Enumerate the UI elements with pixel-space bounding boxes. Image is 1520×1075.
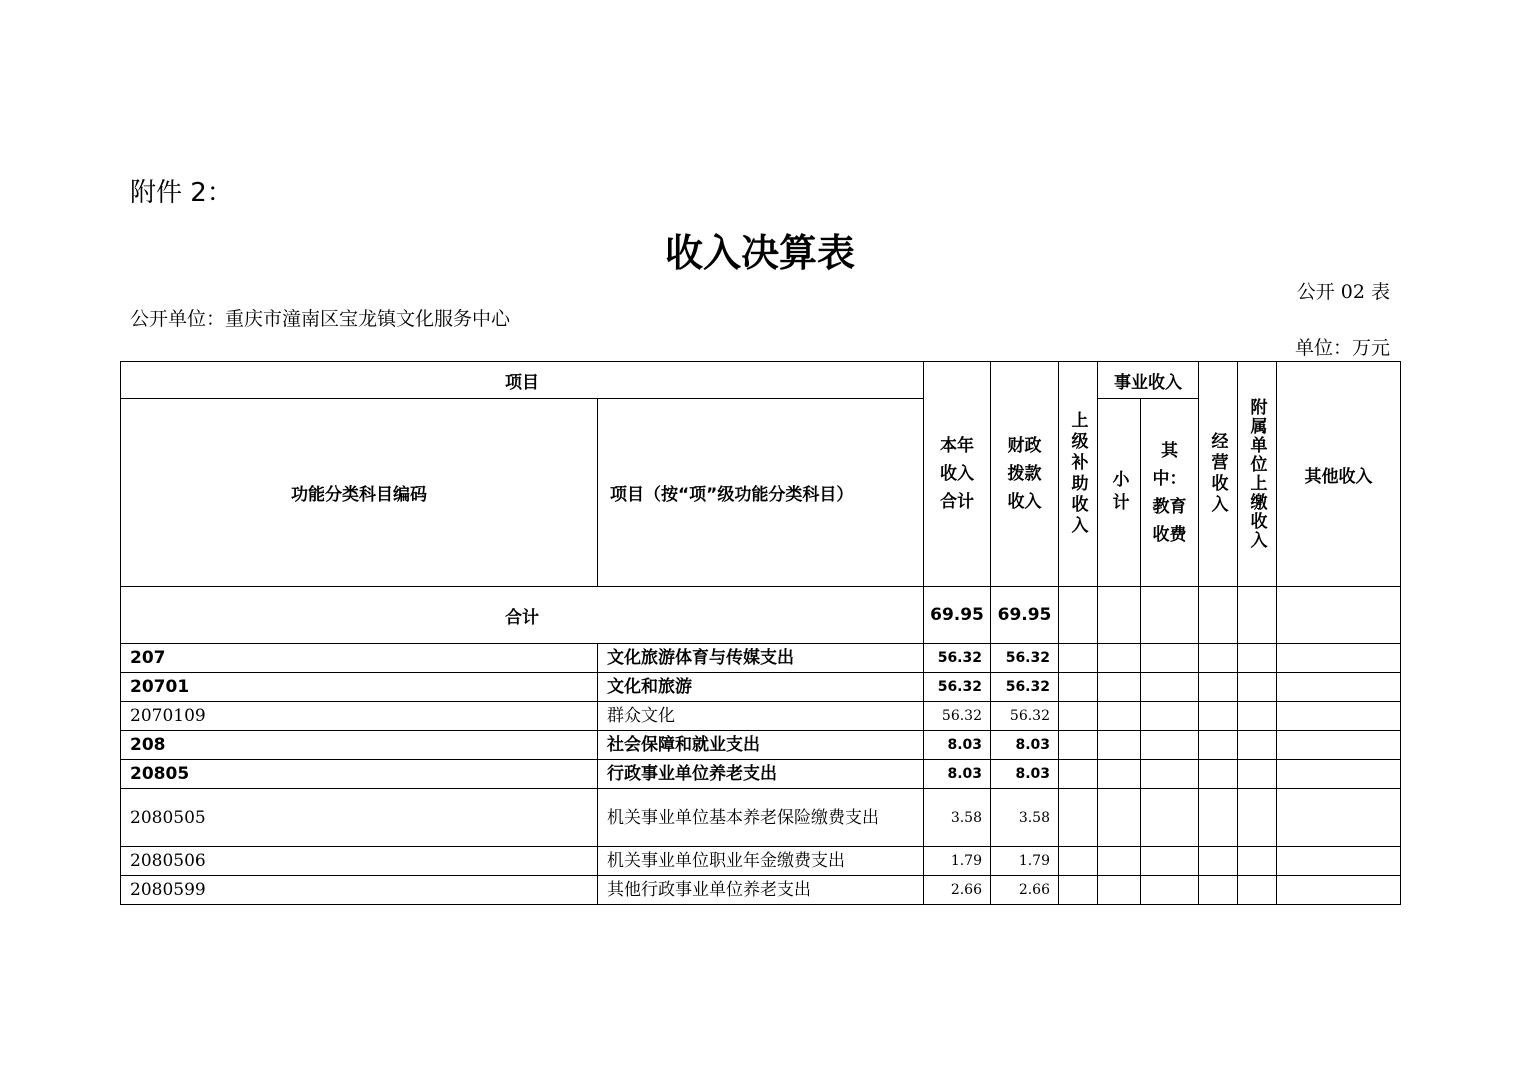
empty-cell [1141, 644, 1199, 673]
row-total-income: 8.03 [924, 760, 991, 789]
row-fiscal: 8.03 [991, 731, 1059, 760]
row-total-income: 56.32 [924, 702, 991, 731]
empty-cell [1059, 731, 1098, 760]
empty-cell [1098, 702, 1141, 731]
table-row [121, 644, 1401, 673]
empty-cell [1277, 760, 1401, 789]
table-row [121, 731, 1401, 760]
empty-cell [1098, 673, 1141, 702]
row-total-income: 3.58 [924, 789, 991, 847]
row-name: 机关事业单位职业年金缴费支出 [598, 847, 924, 876]
empty-cell [1141, 760, 1199, 789]
empty-cell [1277, 702, 1401, 731]
income-table [120, 361, 1401, 905]
header-code: 功能分类科目编码 [121, 399, 598, 587]
empty-cell [1059, 847, 1098, 876]
row-total-income: 1.79 [924, 847, 991, 876]
empty-cell [1059, 644, 1098, 673]
empty-cell [1141, 847, 1199, 876]
row-total-income: 8.03 [924, 731, 991, 760]
empty-cell [1238, 644, 1277, 673]
empty-cell [1238, 731, 1277, 760]
empty-cell [1199, 673, 1238, 702]
header-project-by-item: 项目（按“项”级功能分类科目） [598, 399, 924, 587]
form-number: 公开 02 表 [1296, 281, 1390, 303]
header-operating: 经营收入 [1199, 362, 1238, 587]
row-code: 2080506 [121, 847, 598, 876]
table-row [121, 876, 1401, 905]
row-fiscal: 2.66 [991, 876, 1059, 905]
reporting-unit: 公开单位：重庆市潼南区宝龙镇文化服务中心 [130, 308, 511, 330]
total-fiscal-value: 69.95 [991, 587, 1059, 644]
header-affiliated: 附属单位上缴收入 [1238, 362, 1277, 587]
header-fiscal: 财政拨款收入 [991, 362, 1059, 587]
row-code: 2080505 [121, 789, 598, 847]
table-row [121, 673, 1401, 702]
empty-cell [1141, 702, 1199, 731]
row-name: 文化和旅游 [598, 673, 924, 702]
row-name: 文化旅游体育与传媒支出 [598, 644, 924, 673]
header-project: 项目 [121, 362, 924, 399]
empty-cell [1277, 644, 1401, 673]
row-name: 其他行政事业单位养老支出 [598, 876, 924, 905]
empty-cell [1199, 760, 1238, 789]
empty-cell [1199, 731, 1238, 760]
total-income-value: 69.95 [924, 587, 991, 644]
attachment-label: 附件 2： [130, 178, 233, 208]
empty-cell [1059, 673, 1098, 702]
row-name: 群众文化 [598, 702, 924, 731]
empty-cell [1277, 673, 1401, 702]
empty-cell [1059, 702, 1098, 731]
row-code: 2070109 [121, 702, 598, 731]
empty-cell [1199, 789, 1238, 847]
row-code: 207 [121, 644, 598, 673]
row-total-income: 56.32 [924, 673, 991, 702]
total-label: 合计 [121, 587, 924, 644]
row-fiscal: 8.03 [991, 760, 1059, 789]
header-business-income: 事业收入 [1098, 362, 1199, 399]
row-total-income: 2.66 [924, 876, 991, 905]
empty-cell [1059, 760, 1098, 789]
empty-cell [1238, 847, 1277, 876]
empty-cell [1277, 876, 1401, 905]
header-subtotal: 小计 [1098, 399, 1141, 587]
row-code: 20701 [121, 673, 598, 702]
empty-cell [1277, 731, 1401, 760]
header-other: 其他收入 [1277, 362, 1401, 587]
row-code: 20805 [121, 760, 598, 789]
row-fiscal: 1.79 [991, 847, 1059, 876]
page-title: 收入决算表 [664, 231, 855, 275]
empty-cell [1141, 673, 1199, 702]
row-name: 机关事业单位基本养老保险缴费支出 [598, 789, 924, 847]
empty-cell [1141, 876, 1199, 905]
table-row [121, 760, 1401, 789]
empty-cell [1238, 789, 1277, 847]
empty-cell [1141, 789, 1199, 847]
empty-cell [1238, 760, 1277, 789]
row-fiscal: 3.58 [991, 789, 1059, 847]
row-name: 行政事业单位养老支出 [598, 760, 924, 789]
empty-cell [1098, 760, 1141, 789]
empty-cell [1059, 789, 1098, 847]
row-fiscal: 56.32 [991, 702, 1059, 731]
header-total-income: 本年收入合计 [924, 362, 991, 587]
header-edu-fees: 其中：教育收费 [1141, 399, 1199, 587]
row-name: 社会保障和就业支出 [598, 731, 924, 760]
table-row [121, 847, 1401, 876]
table-row [121, 702, 1401, 731]
empty-cell [1141, 731, 1199, 760]
empty-cell [1238, 673, 1277, 702]
row-code: 2080599 [121, 876, 598, 905]
empty-cell [1199, 702, 1238, 731]
unit-of-measure: 单位：万元 [1294, 337, 1390, 359]
empty-cell [1098, 876, 1141, 905]
empty-cell [1238, 876, 1277, 905]
empty-cell [1199, 644, 1238, 673]
empty-cell [1098, 731, 1141, 760]
empty-cell [1238, 702, 1277, 731]
empty-cell [1098, 644, 1141, 673]
empty-cell [1098, 789, 1141, 847]
empty-cell [1277, 789, 1401, 847]
row-total-income: 56.32 [924, 644, 991, 673]
empty-cell [1098, 847, 1141, 876]
row-code: 208 [121, 731, 598, 760]
empty-cell [1059, 876, 1098, 905]
row-fiscal: 56.32 [991, 673, 1059, 702]
header-superior-subsidy: 上级补助收入 [1059, 362, 1098, 587]
row-fiscal: 56.32 [991, 644, 1059, 673]
empty-cell [1199, 847, 1238, 876]
empty-cell [1277, 847, 1401, 876]
table-row [121, 789, 1401, 847]
empty-cell [1199, 876, 1238, 905]
